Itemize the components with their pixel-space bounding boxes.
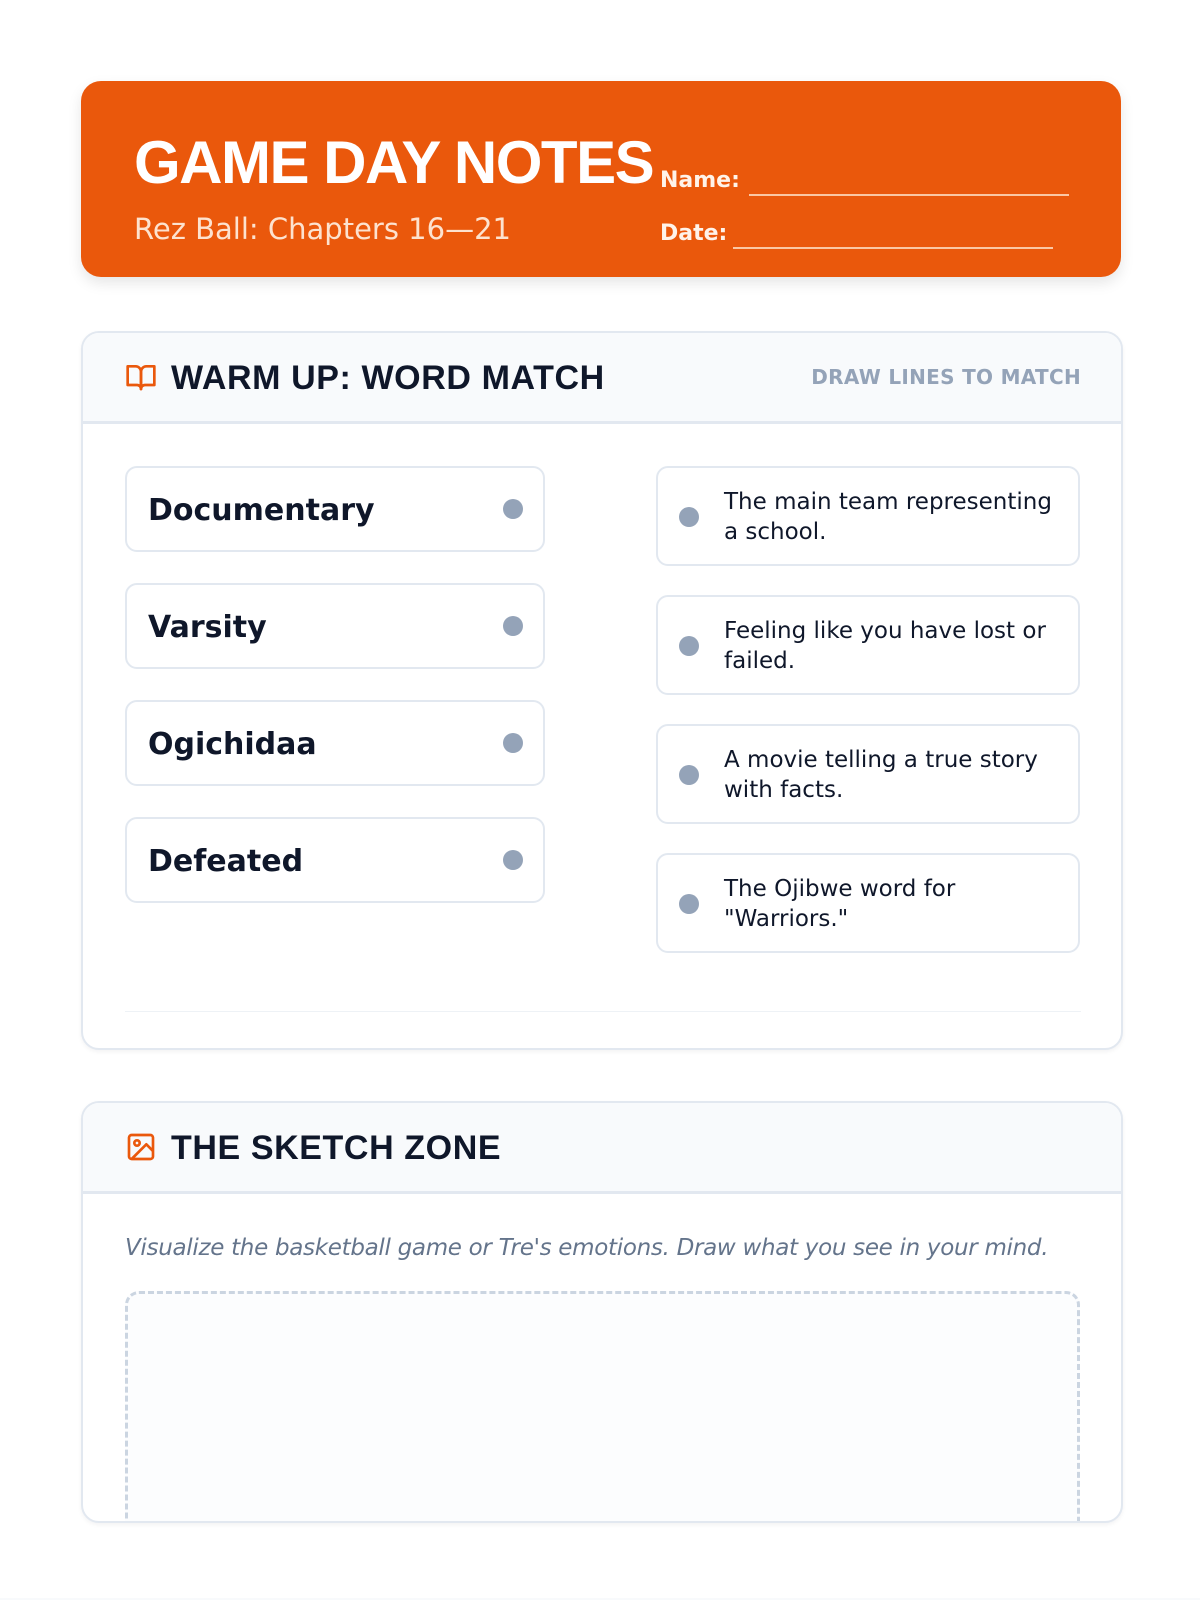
match-dot[interactable] xyxy=(503,733,523,753)
word-match-card xyxy=(81,331,1123,1050)
definition-item xyxy=(656,853,1080,953)
name-field[interactable] xyxy=(749,194,1069,196)
definition-item xyxy=(656,595,1080,695)
word-item xyxy=(125,583,545,669)
sketch-card xyxy=(81,1101,1123,1523)
word-label: Ogichidaa xyxy=(148,727,317,762)
definition-text: Feeling like you have lost or failed. xyxy=(724,618,1046,674)
date-label: Date: xyxy=(660,221,728,246)
date-field[interactable] xyxy=(733,247,1053,249)
word-label: Documentary xyxy=(148,493,375,528)
word-match-title: WARM UP: WORD MATCH xyxy=(171,359,605,397)
word-item xyxy=(125,817,545,903)
definition-text: A movie telling a true story with facts. xyxy=(724,747,1038,803)
sketch-header xyxy=(83,1103,1121,1194)
word-match-header xyxy=(83,333,1121,424)
match-dot[interactable] xyxy=(503,850,523,870)
match-dot[interactable] xyxy=(679,507,699,527)
image-icon xyxy=(125,1131,157,1163)
definition-text: The Ojibwe word for "Warriors." xyxy=(724,876,956,932)
definition-text: The main team representing a school. xyxy=(724,489,1052,545)
match-dot[interactable] xyxy=(503,499,523,519)
sketch-drawing-area[interactable] xyxy=(125,1291,1080,1523)
definition-item xyxy=(656,724,1080,824)
header-banner xyxy=(81,81,1121,277)
word-item xyxy=(125,700,545,786)
match-dot[interactable] xyxy=(503,616,523,636)
match-dot[interactable] xyxy=(679,765,699,785)
match-dot[interactable] xyxy=(679,636,699,656)
match-dot[interactable] xyxy=(679,894,699,914)
word-item xyxy=(125,466,545,552)
page-title: GAME DAY NOTES xyxy=(134,129,654,196)
word-label: Defeated xyxy=(148,844,304,879)
page-subtitle: Rez Ball: Chapters 16—21 xyxy=(134,212,511,246)
open-book-icon xyxy=(125,361,157,393)
sketch-prompt: Visualize the basketball game or Tre's emotions. Draw what you see in your mind. xyxy=(125,1235,1049,1261)
definition-item xyxy=(656,466,1080,566)
name-label: Name: xyxy=(660,168,740,193)
section-divider xyxy=(125,1011,1081,1012)
sketch-title: THE SKETCH ZONE xyxy=(171,1129,502,1167)
match-instruction: DRAW LINES TO MATCH xyxy=(811,365,1081,389)
word-label: Varsity xyxy=(148,610,267,645)
